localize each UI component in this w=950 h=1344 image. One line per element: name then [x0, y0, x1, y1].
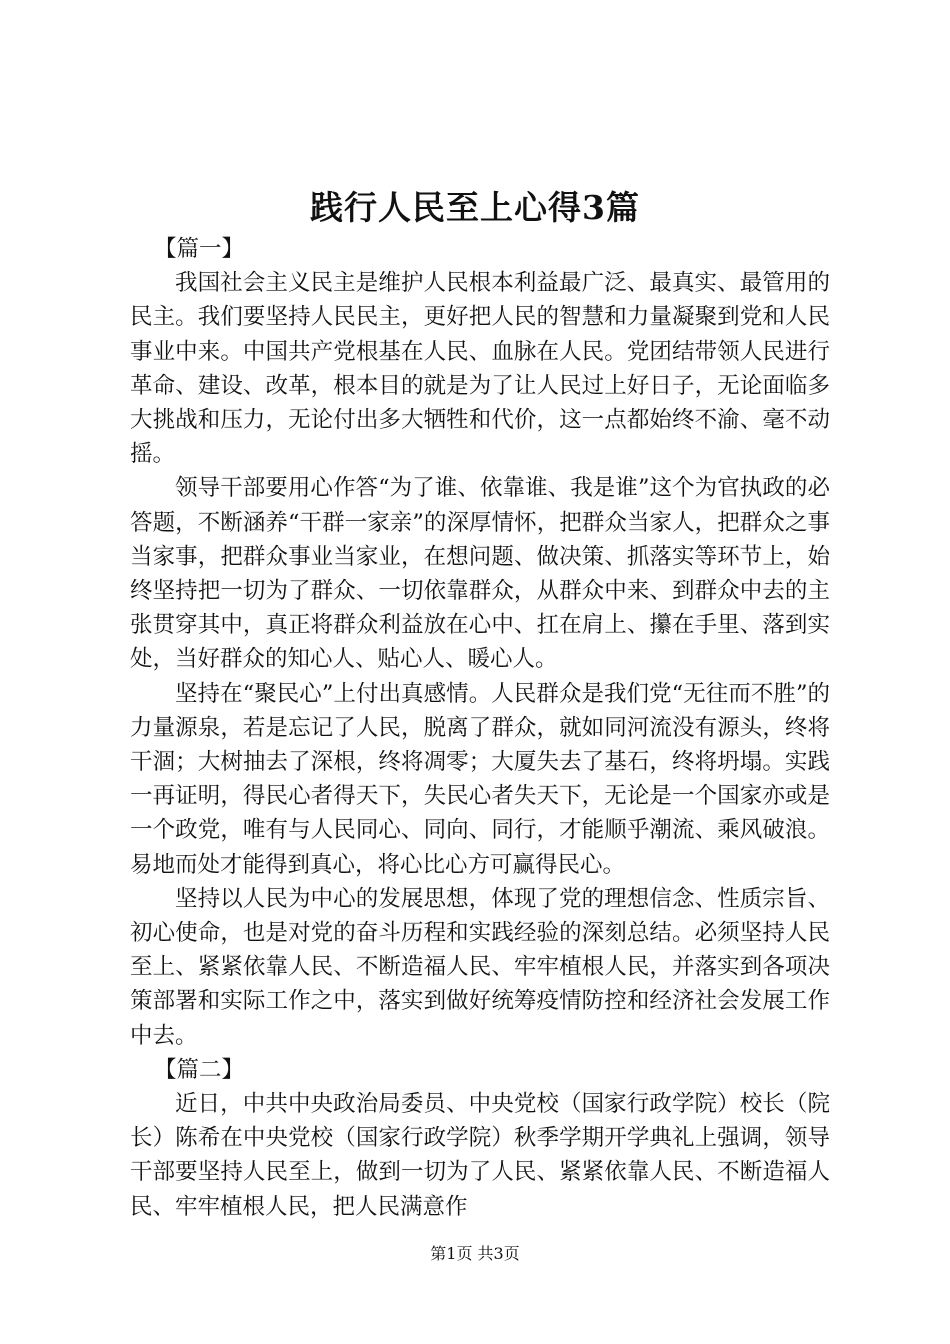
section-heading: 【篇二】 [154, 1056, 245, 1083]
document-body [130, 232, 830, 1224]
section-1 [130, 232, 830, 1053]
paragraph: 我国社会主义民主是维护人民根本利益最广泛、最真实、最管用的民主。我们要坚持人民民主，更好把人民的智慧和力量凝聚到党和人民事业中来。中国共产党根基在人民、血脉在人民。党团结带领人民进行革命、建设、改革，根本目的就是为了让人民过上好日子，无论面临多大挑战和压力，无论付出多大牺牲和代价，这一点都始终不渝、毫不动摇。 [130, 270, 830, 468]
page-footer: 第1页 共3页 [430, 1244, 520, 1263]
paragraph: 坚持以人民为中心的发展思想，体现了党的理想信念、性质宗旨、初心使命，也是对党的奋斗历程和实践经验的深刻总结。必须坚持人民至上、紧紧依靠人民、不断造福人民、牢牢植根人民，并落实到各项决策部署和实际工作之中，落实到做好统筹疫情防控和经济社会发展工作中去。 [130, 885, 830, 1049]
paragraph: 领导干部要用心作答“为了谁、依靠谁、我是谁”这个为官执政的必答题，不断涵养“干群一家亲”的深厚情怀，把群众当家人，把群众之事当家事，把群众事业当家业，在想问题、做决策、抓落实等环节上，始终坚持把一切为了群众、一切依靠群众，从群众中来、到群众中去的主张贯穿其中，真正将群众利益放在心中、扛在肩上、攥在手里、落到实处，当好群众的知心人、贴心人、暖心人。 [130, 475, 830, 673]
paragraph: 坚持在“聚民心”上付出真感情。人民群众是我们党“无往而不胜”的力量源泉，若是忘记了人民，脱离了群众，就如同河流没有源头，终将干涸；大树抽去了深根，终将凋零；大厦失去了基石，终将坍塌。实践一再证明，得民心者得天下，失民心者失天下，无论是一个国家亦或是一个政党，唯有与人民同心、同向、同行，才能顺乎潮流、乘风破浪。易地而处才能得到真心，将心比心方可赢得民心。 [130, 680, 830, 878]
paragraph: 近日，中共中央政治局委员、中央党校（国家行政学院）校长（院长）陈希在中央党校（国家行政学院）秋季学期开学典礼上强调，领导干部要坚持人民至上，做到一切为了人民、紧紧依靠人民、不断造福人民、牢牢植根人民，把人民满意作 [130, 1091, 830, 1220]
section-heading: 【篇一】 [154, 236, 245, 262]
document-title: 践行人民至上心得3篇 [310, 188, 640, 227]
section-2 [130, 1053, 830, 1224]
